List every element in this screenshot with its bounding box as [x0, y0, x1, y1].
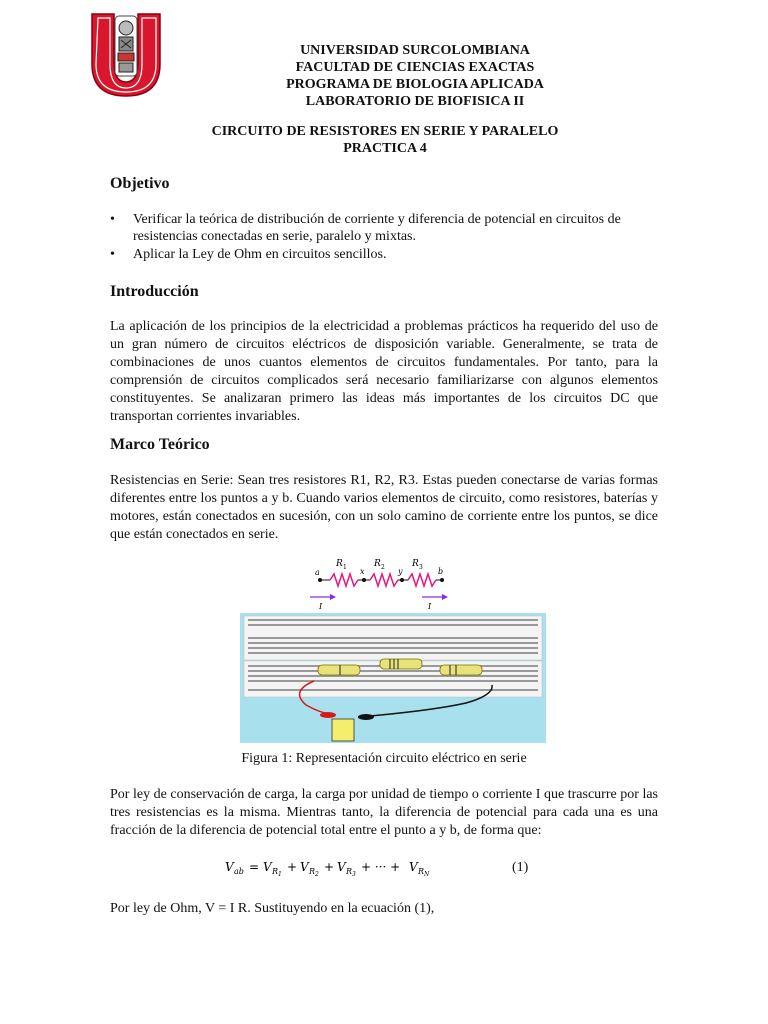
bullet-icon: • — [110, 247, 115, 262]
r2-subscript: 2 — [381, 564, 385, 571]
objetivo-item-text: Verificar la teórica de distribución de corriente y diferencia de potencial en circuitos de resistencias conectadas en serie, paralelo y mixtas. — [133, 212, 621, 244]
faculty-name: FACULTAD DE CIENCIAS EXACTAS — [295, 60, 535, 75]
r3-label: R — [412, 559, 419, 569]
introduccion-heading: Introducción — [110, 283, 199, 300]
university-logo — [88, 10, 164, 98]
equation-number: (1) — [512, 860, 529, 875]
current-label-left: I — [319, 602, 323, 611]
r1-label: R — [336, 559, 343, 569]
breadboard-resistor-1 — [318, 665, 360, 675]
svg-text:2: 2 — [315, 871, 319, 878]
svg-text:ab: ab — [234, 867, 244, 876]
r2-label: R — [374, 559, 381, 569]
svg-text:R: R — [418, 867, 425, 876]
svg-text:R: R — [346, 867, 353, 876]
svg-text:=: = — [249, 860, 260, 874]
objetivo-heading: Objetivo — [110, 175, 170, 192]
point-b-label: b — [438, 567, 444, 576]
equation-1-rendering — [225, 855, 525, 881]
objetivo-item-2 — [110, 246, 658, 264]
battery — [332, 719, 354, 741]
series-circuit-figure — [230, 553, 550, 743]
svg-text:V: V — [300, 860, 309, 874]
lab-name: LABORATORIO DE BIOFISICA II — [305, 94, 525, 109]
introduccion-paragraph: La aplicación de los principios de la electricidad a problemas prácticos ha requerido del uso de un gran número de circuitos eléctricos de disposición variable. Generalmente, se trata de combinaciones de unos cuantos elementos de circuitos fundamentales. Por tanto, para la comprensión de circuitos complicados será necesario familiarizarse con algunos elementos constituyentes. Se analizaran primero las ideas más importantes de los circuitos DC que transportan corrientes invariables. — [110, 319, 658, 424]
marco-heading: Marco Teórico — [110, 436, 210, 453]
svg-text:3: 3 — [352, 871, 356, 878]
resistor-r3-symbol — [408, 574, 436, 586]
ohm-paragraph: Por ley de Ohm, V = I R. Sustituyendo en la ecuación (1), — [110, 901, 435, 916]
r3-subscript: 3 — [419, 564, 423, 571]
svg-text:+ ··· +: + ··· + — [361, 860, 401, 874]
bullet-icon: • — [110, 212, 115, 227]
figure-caption: Figura 1: Representación circuito eléctrico en serie — [241, 751, 527, 766]
svg-text:V: V — [263, 860, 272, 874]
university-name: UNIVERSIDAD SURCOLOMBIANA — [300, 43, 530, 58]
point-y-label: y — [398, 567, 403, 576]
program-name: PROGRAMA DE BIOLOGIA APLICADA — [286, 77, 544, 92]
equation-1 — [225, 855, 535, 881]
objetivo-item-text: Aplicar la Ley de Ohm en circuitos sencillos. — [133, 247, 387, 262]
svg-text:+: + — [324, 860, 335, 874]
svg-text:V: V — [337, 860, 346, 874]
current-label-right: I — [428, 602, 432, 611]
point-a-label: a — [315, 568, 320, 577]
resistor-r2-symbol — [370, 574, 398, 586]
svg-text:R: R — [272, 867, 279, 876]
svg-text:1: 1 — [278, 871, 282, 878]
svg-text:+: + — [287, 860, 298, 874]
point-x-label: x — [360, 567, 365, 576]
svg-text:V: V — [225, 860, 234, 874]
marco-paragraph: Resistencias en Serie: Sean tres resistores R1, R2, R3. Estas pueden conectarse de varias formas diferentes entre los puntos a y b. Cuando varios elementos de circuito, como resistores, baterías y motores, están conectados en sucesión, con un solo camino de corriente entre los puntos, se dice que están conectados en serie. — [110, 473, 658, 542]
objetivo-item-1 — [110, 211, 658, 247]
conservation-paragraph: Por ley de conservación de carga, la carga por unidad de tiempo o corriente I que trascurre por las tres resistencias es la misma. Mientras tanto, la diferencia de potencial para cada una es una fracción de la diferencia de potencial total entre el punto a y b, de forma que: — [110, 787, 658, 838]
breadboard-resistor-2 — [380, 659, 422, 669]
document-title: CIRCUITO DE RESISTORES EN SERIE Y PARALELO — [211, 124, 559, 139]
svg-text:R: R — [309, 867, 316, 876]
svg-text:N: N — [424, 871, 430, 878]
practice-number: PRACTICA 4 — [343, 141, 427, 156]
breadboard-resistor-3 — [440, 665, 482, 675]
resistor-r1-symbol — [330, 574, 358, 586]
svg-text:V: V — [409, 860, 418, 874]
r1-subscript: 1 — [343, 564, 347, 571]
